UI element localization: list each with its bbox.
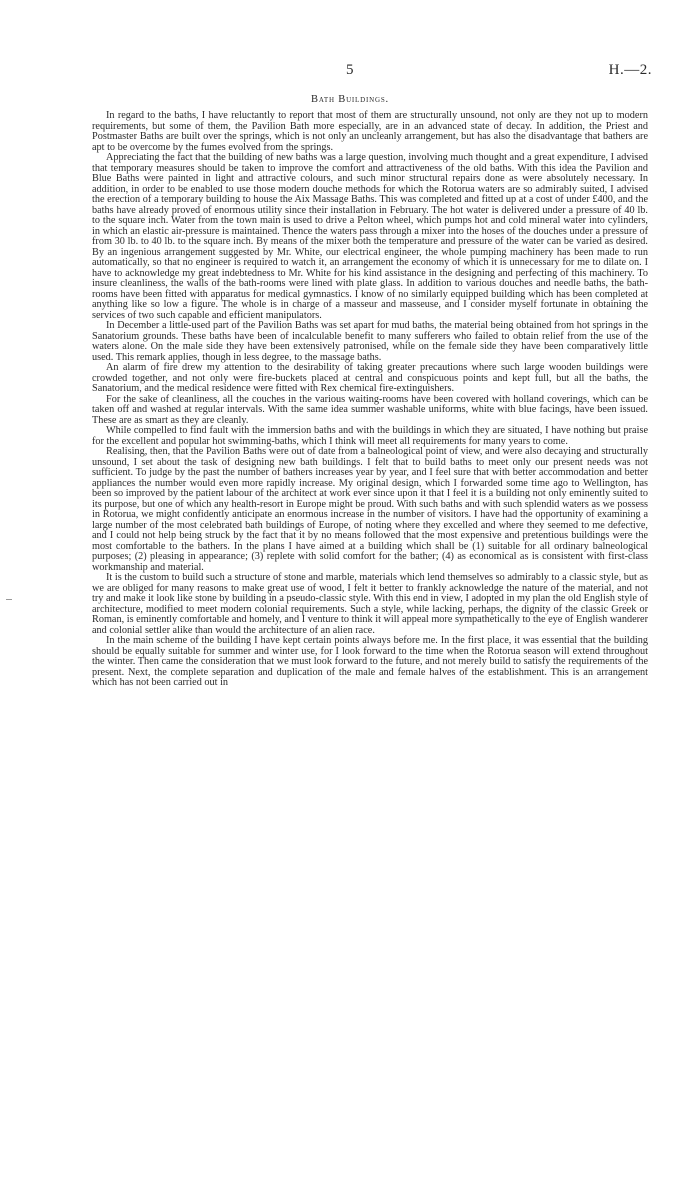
paragraph: Realising, then, that the Pavilion Baths were out of date from a balneological point of view, and were also decaying and structurally unsound, I set about the task of designing new bath buildings. I felt that to build baths to meet only our present needs was not sufficient. To judge by the past the number of bathers increases year by year, and I feel sure that with better accommodation and better appliances the number would even more rapidly increase. My original design, which I forwarded some time ago to Wellington, has been so improved by the patient labour of the architect at work ever since upon it that I feel it is a building not only eminently suited to its purpose, but one of which any health-resort in Europe might be proud. With such baths and with such splendid waters as we possess in Rotorua, we might confidently anticipate an enormous increase in the number of visitors. I have had the opportunity of examining a large number of the most celebrated bath buildings of Europe, of noting where they excelled and where they seemed to me defective, and I could not help being struck by the fact that it by no means followed that the most expensive and pretentious buildings were the most comfortable to the bathers. In the plans I have aimed at a building which shall be (1) suitable for all ordinary balneological purposes; (2) pleasing in appearance; (3) replete with solid comfort for the bather; (4) as economical as is consistent with first-class workmanship and material. — [92, 446, 648, 573]
paragraph: For the sake of cleanliness, all the couches in the various waiting-rooms have been covered with holland coverings, which can be taken off and washed at regular intervals. With the same idea summer washable uniforms, white with blue facings, have been issued. These are as smart as they are cleanly. — [92, 393, 648, 426]
paragraph: It is the custom to build such a structure of stone and marble, materials which lend themselves so admirably to a classic style, but as we are obliged for many reasons to make great use of wood, I felt it better to frankly acknowledge the nature of the material, and not try and make it look like stone by building in a pseudo-classic style. With this end in view, I adopted in my plan the old English style of architecture, modified to meet modern colonial requirements. Such a style, while lacking, perhaps, the dignity of the classic Greek or Roman, is eminently comfortable and homely, and I venture to think it will appeal more sympathetically to the eye of English wanderer and colonial settler alike than would the architecture of an alien race. — [92, 572, 648, 636]
document-reference: H.—2. — [608, 62, 652, 78]
paragraph: In December a little-used part of the Pavilion Baths was set apart for mud baths, the material being obtained from hot springs in the Sanatorium grounds. These baths have been of incalculable benefit to many sufferers who failed to obtain relief from the use of the waters alone. On the male side they have been extensively patronised, while on the female side they have been comparatively little used. This remark applies, though in less degree, to the massage baths. — [92, 320, 648, 363]
paragraph: An alarm of fire drew my attention to the desirability of taking greater precautions where such large wooden buildings were crowded together, and not only were fire-buckets placed at central and conspicuous points and kept full, but all the baths, the Sanatorium, and the medical residence were fitted with Rex chemical fire-extinguishers. — [92, 362, 648, 394]
paragraph: In regard to the baths, I have reluctantly to report that most of them are structurally unsound, not only are they not up to modern requirements, but some of them, the Pavilion Bath more especially, are in an advanced state of decay. In addition, the Priest and Postmaster Baths are built over the springs, which is not only an uncleanly arrangement, but has also the disadvantage that bathers are apt to be overcome by the fumes evolved from the springs. — [92, 110, 648, 153]
section-title: Bath Buildings. — [311, 94, 389, 105]
paragraph: Appreciating the fact that the building of new baths was a large question, involving much thought and a great expenditure, I advised that temporary measures should be taken to improve the comfort and attractiveness of the old baths. With this idea the Pavilion and Blue Baths were painted in light and attractive colours, and such minor structural repairs done as were absolutely necessary. In addition, in order to be enabled to use those modern douche methods for which the Rotorua waters are so admirably suited, I advised the erection of a temporary building to house the Aix Massage Baths. This was completed and fitted up at a cost of under £400, and the baths have already proved of enormous utility since their installation in February. The hot water is delivered under a pressure of 40 lb. to the square inch. Water from the town main is used to drive a Pelton wheel, which pumps hot and cold mineral water into cylinders, in which an elastic air-pressure is maintained. Thence the waters pass through a mixer into the hoses of the douches under a pressure of from 30 lb. to 40 lb. to the square inch. By means of the mixer both the temperature and pressure of the water can be varied as desired. By an ingenious arrangement suggested by Mr. White, our electrical engineer, the whole pumping machinery has been made to run automatically, so that no engineer is required to watch it, an arrangement the economy of which it is unnecessary for me to dilate on. I have to acknowledge my great indebtedness to Mr. White for his kind assistance in the designing and perfecting of this machinery. To insure cleanliness, the walls of the bath-rooms were lined with plate glass. In addition to various douches and needle baths, the bath-rooms have been fitted with apparatus for medical gymnastics. I know of no similarly equipped building which has been completed at anything like so low a figure. The whole is in charge of a masseur and masseuse, and I consider myself fortunate in obtaining the services of two such capable and efficient manipulators. — [92, 152, 648, 321]
page-number: 5 — [346, 62, 354, 78]
paragraph: In the main scheme of the building I have kept certain points always before me. In the first place, it was essential that the building should be equally suitable for summer and winter use, for I look forward to the time when the Rotorua season will extend throughout the winter. Then came the consideration that we must look forward to the future, and not merely build to satisfy the requirements of the present. Next, the complete separation and duplication of the male and female halves of the establishment. This is an arrangement which has not been carried out in — [92, 635, 648, 688]
body-text — [92, 111, 648, 689]
margin-mark — [6, 599, 12, 600]
paragraph: While compelled to find fault with the immersion baths and with the buildings in which they are situated, I have nothing but praise for the excellent and popular hot swimming-baths, which I think will meet all requirements for many years to come. — [92, 425, 648, 447]
